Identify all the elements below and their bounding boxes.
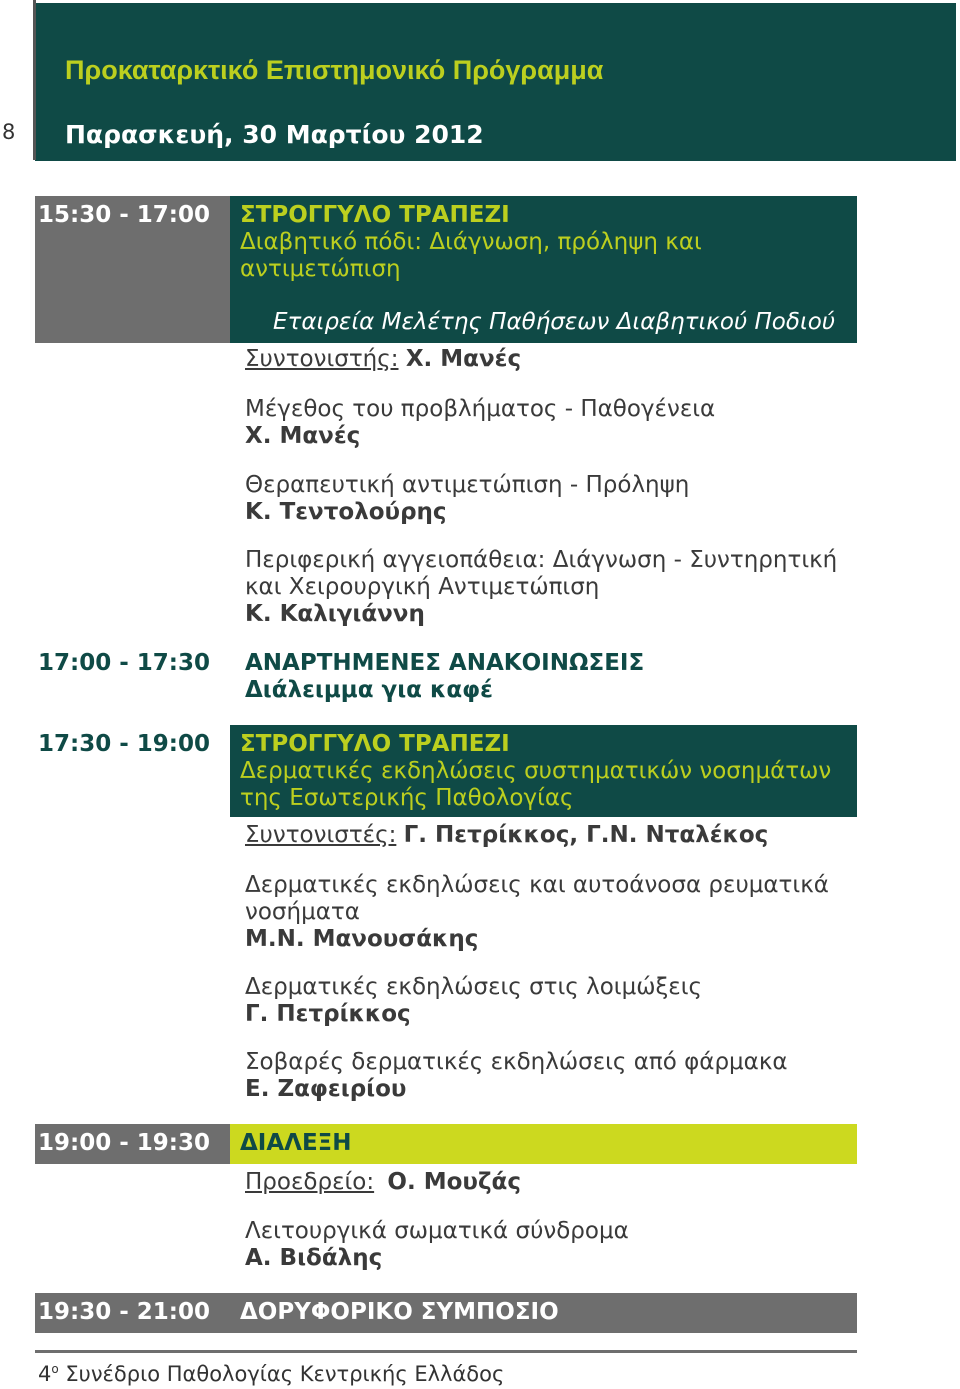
chair-label: Προεδρείο: bbox=[245, 1169, 375, 1195]
session-subtitle: Δερματικές εκδηλώσεις συστηματικών νοσημάτων bbox=[240, 758, 832, 784]
session-type: ΑΝΑΡΤΗΜΕΝΕΣ ΑΝΑΚΟΙΝΩΣΕΙΣ bbox=[245, 650, 645, 676]
talk-speaker: Κ. Τεντολούρης bbox=[245, 499, 447, 525]
session-subtitle: Διαβητικό πόδι: Διάγνωση, πρόληψη και bbox=[240, 229, 702, 255]
chair-line bbox=[245, 346, 521, 373]
session-type: ΔΙΑΛΕΞΗ bbox=[240, 1130, 352, 1156]
page-number: 8 bbox=[2, 120, 16, 144]
talk-title: Σοβαρές δερματικές εκδηλώσεις από φάρμακα bbox=[245, 1049, 788, 1075]
talk-speaker: Γ. Πετρίκκος bbox=[245, 1001, 411, 1027]
session-3 bbox=[35, 725, 857, 817]
page-edge-line bbox=[33, 0, 36, 160]
footer-text: Συνέδριο Παθολογίας Κεντρικής Ελλάδος bbox=[65, 1362, 505, 1386]
session-subtitle: της Εσωτερικής Παθολογίας bbox=[240, 785, 574, 811]
talk-title: νοσήματα bbox=[245, 899, 360, 925]
chair-name: Ο. Μουζάς bbox=[387, 1169, 521, 1195]
page-title: Προκαταρκτικό Επιστημονικό Πρόγραμμα bbox=[65, 55, 604, 85]
talk-title: Λειτουργικά σωματικά σύνδρομα bbox=[245, 1218, 629, 1244]
session-time: 15:30 - 17:00 bbox=[35, 196, 230, 343]
talk-speaker: Μ.Ν. Μανουσάκης bbox=[245, 926, 479, 952]
session-time: 19:30 - 21:00 bbox=[35, 1293, 230, 1333]
footer-divider bbox=[35, 1350, 857, 1353]
chair-name: Γ. Πετρίκκος, Γ.Ν. Νταλέκος bbox=[403, 822, 769, 848]
session-type: ΔΟΡΥΦΟΡΙΚΟ ΣΥΜΠΟΣΙΟ bbox=[240, 1299, 559, 1325]
session-time: 17:00 - 17:30 bbox=[38, 650, 210, 676]
session-1 bbox=[35, 196, 857, 343]
talk-title: Δερματικές εκδηλώσεις στις λοιμώξεις bbox=[245, 974, 703, 1000]
footer bbox=[38, 1362, 504, 1386]
page-date: Παρασκευή, 30 Μαρτίου 2012 bbox=[65, 120, 484, 149]
footer-superscript: ο bbox=[51, 1362, 59, 1376]
session-subtitle: αντιμετώπιση bbox=[240, 256, 401, 282]
session-type: ΣΤΡΟΓΓΥΛΟ ΤΡΑΠΕΖΙ bbox=[240, 731, 510, 757]
session-4 bbox=[35, 1124, 857, 1164]
session-time: 19:00 - 19:30 bbox=[35, 1124, 230, 1164]
chair-line bbox=[245, 822, 768, 849]
talk-speaker: Χ. Μανές bbox=[245, 423, 361, 449]
talk-speaker: Κ. Καλιγιάννη bbox=[245, 601, 425, 627]
talk-speaker: Α. Βιδάλης bbox=[245, 1245, 383, 1271]
talk-speaker: Ε. Ζαφειρίου bbox=[245, 1076, 407, 1102]
chair-line bbox=[245, 1169, 521, 1196]
session-time: 17:30 - 19:00 bbox=[35, 725, 230, 817]
chair-name: Χ. Μανές bbox=[405, 346, 522, 372]
talk-title: Μέγεθος του προβλήματος - Παθογένεια bbox=[245, 396, 716, 422]
talk-title: Περιφερική αγγειοπάθεια: Διάγνωση - Συντηρητική bbox=[245, 547, 838, 573]
session-organizer: Εταιρεία Μελέτης Παθήσεων Διαβητικού Ποδιού bbox=[273, 309, 836, 335]
chair-label: Συντονιστής: bbox=[245, 346, 399, 372]
session-type: ΣΤΡΟΓΓΥΛΟ ΤΡΑΠΕΖΙ bbox=[240, 202, 510, 228]
talk-title: Θεραπευτική αντιμετώπιση - Πρόληψη bbox=[245, 472, 690, 498]
talk-title: και Χειρουργική Αντιμετώπιση bbox=[245, 574, 600, 600]
session-subtitle: Διάλειμμα για καφέ bbox=[245, 677, 493, 703]
talk-title: Δερματικές εκδηλώσεις και αυτοάνοσα ρευματικά bbox=[245, 872, 829, 898]
chair-label: Συντονιστές: bbox=[245, 822, 397, 848]
session-5 bbox=[35, 1293, 857, 1333]
footer-number: 4 bbox=[38, 1362, 52, 1386]
